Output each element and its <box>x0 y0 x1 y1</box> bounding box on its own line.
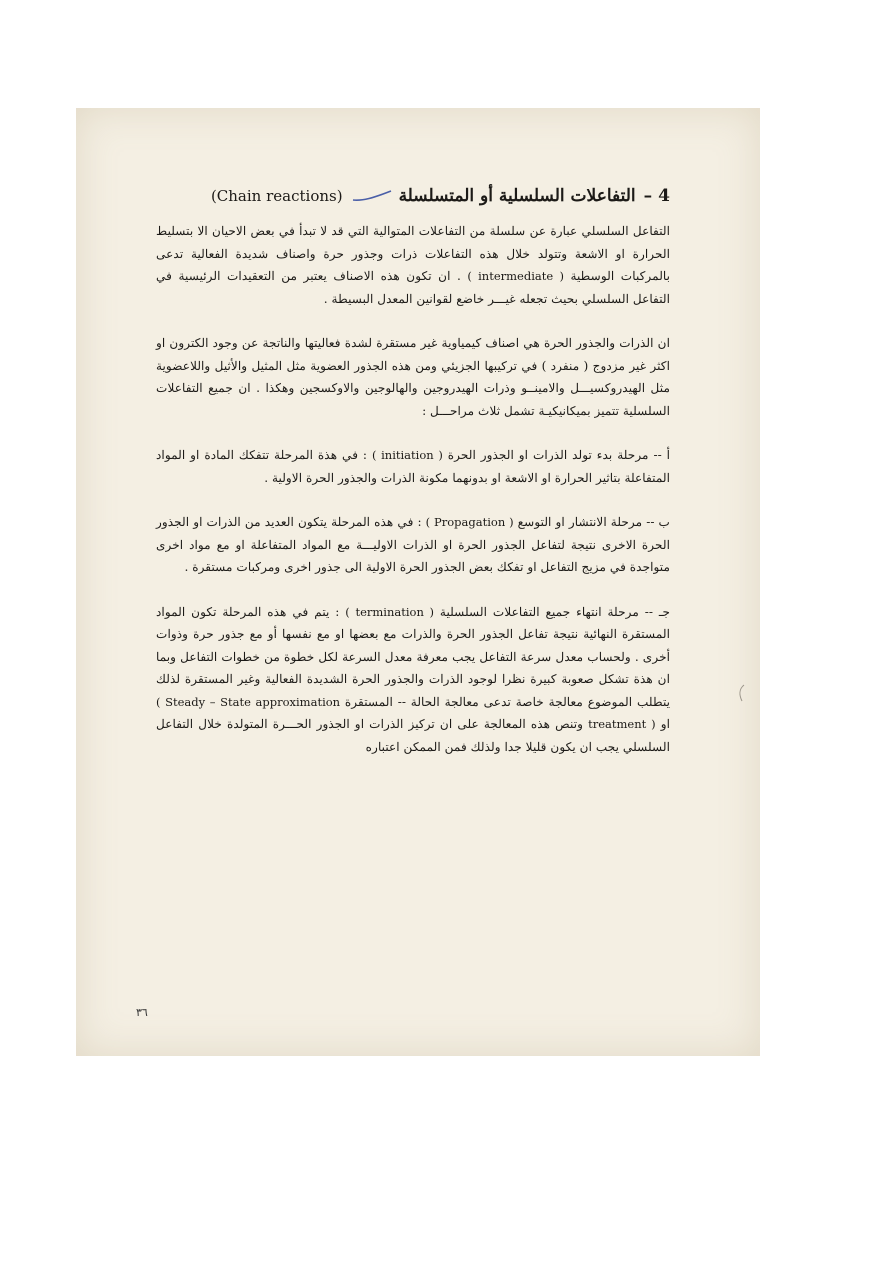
term-intermediate: ( intermediate ) <box>467 269 564 283</box>
section-heading <box>156 186 670 206</box>
page-number: ٣٦ <box>136 1006 148 1019</box>
term-steady-state: ( Steady – State approximation <box>156 694 341 709</box>
paragraph-intro: التفاعل السلسلي عبارة عن سلسلة من التفاعلات المتوالية التي قد لا تبدأ في بعض الاحيان الا بتسليط الحرارة او الاشعة وتتولد خلال هذه التفاعلات ذرات وجذور حرة واصناف شديدة الفعالية تدعى بالمركبات الوسطية ( intermediate ) . ان تكون هذه الاصناف يعتبر من التعقيدات الرئيسية في التفاعل السلسلي بحيث تجعله غيـــر خاضع لقوانين المعدل البسيطة . <box>156 224 671 306</box>
underline-squiggle-icon <box>351 189 393 203</box>
paragraph-termination: جـ -- مرحلة انتهاء جميع التفاعلات السلسلية ( termination ) : يتم في هذه المرحلة تكون المواد المستقرة النهائية نتيجة تفاعل الجذور الحرة والذرات مع بعضها او مع نفسها أو مع جذور حرة وذوات أخرى . ولحساب معدل سرعة التفاعل يجب معرفة معدل السرعة لكل خطوة من خطوات التفاعل وبما ان هذة تشكل صعوبة كبيرة نظرا لوجود الذرات والجذور الحرة الشديدة الفعالية وغير المستقرة لذلك يتطلب الموضوع معالجة خاصة تدعى معالجة الحالة -- المستقرة ( Steady – State approximation او treatment ) وتنص هذه المعالجة على ان تركيز الذرات او الجذور الحـــرة المتولدة خلال التفاعل السلسلي يجب ان يكون قليلا جدا ولذلك فمن الممكن اعتباره <box>156 604 671 754</box>
section-dash: – <box>643 186 653 206</box>
section-number: 4 <box>658 186 670 206</box>
section-title-en: (Chain reactions) <box>210 187 343 205</box>
paragraph-radicals: ان الذرات والجذور الحرة هي اصناف كيمياوية غير مستقرة لشدة فعاليتها والناتجة عن وجود الكترون او اكثر غير مزدوج ( منفرد ) في تركيبها الجزيئي ومن هذه الجذور العضوية مثل المثيل والأثيل واللاعضوية مثل الهيدروكسيـــل والامينــو وذرات الهيدروجين والهالوجين والاوكسجين وهكذا . ان جميع التفاعلات السلسلية تتميز بميكانيكيـة تشمل ثلاث مراحـــل : <box>156 336 670 418</box>
page-body <box>156 186 670 780</box>
term-treatment: treatment ) <box>588 717 656 731</box>
paragraph-initiation: أ -- مرحلة بدء تولد الذرات او الجذور الحرة ( initiation ) : في هذة المرحلة تتفكك المادة او المواد المتفاعلة بتاثير الحرارة او الاشعة او بدونهما مكونة الذرات والجذور الحرة الاولية . <box>156 448 671 485</box>
section-title-ar: التفاعلات السلسلية أو المتسلسلة <box>398 186 636 206</box>
term-propagation: ( Propagation ) <box>425 515 514 529</box>
margin-pencil-mark-icon <box>736 683 746 703</box>
scanned-page <box>76 108 760 1056</box>
term-initiation: ( initiation ) <box>371 448 443 462</box>
paragraph-propagation: ب -- مرحلة الانتشار او التوسع ( Propagation ) : في هذه المرحلة يتكون العديد من الذرات او الجذور الحرة الاخرى نتيجة لتفاعل الجذور الحرة او الذرات الاوليـــة مع المواد المتفاعلة او مع مواد اخرى متواجدة في مزيج التفاعل او تفكك بعض الجذور الحرة الاولية الى جذور اخرى ومركبات مستقرة . <box>156 515 671 574</box>
term-termination: ( termination ) <box>345 604 435 619</box>
